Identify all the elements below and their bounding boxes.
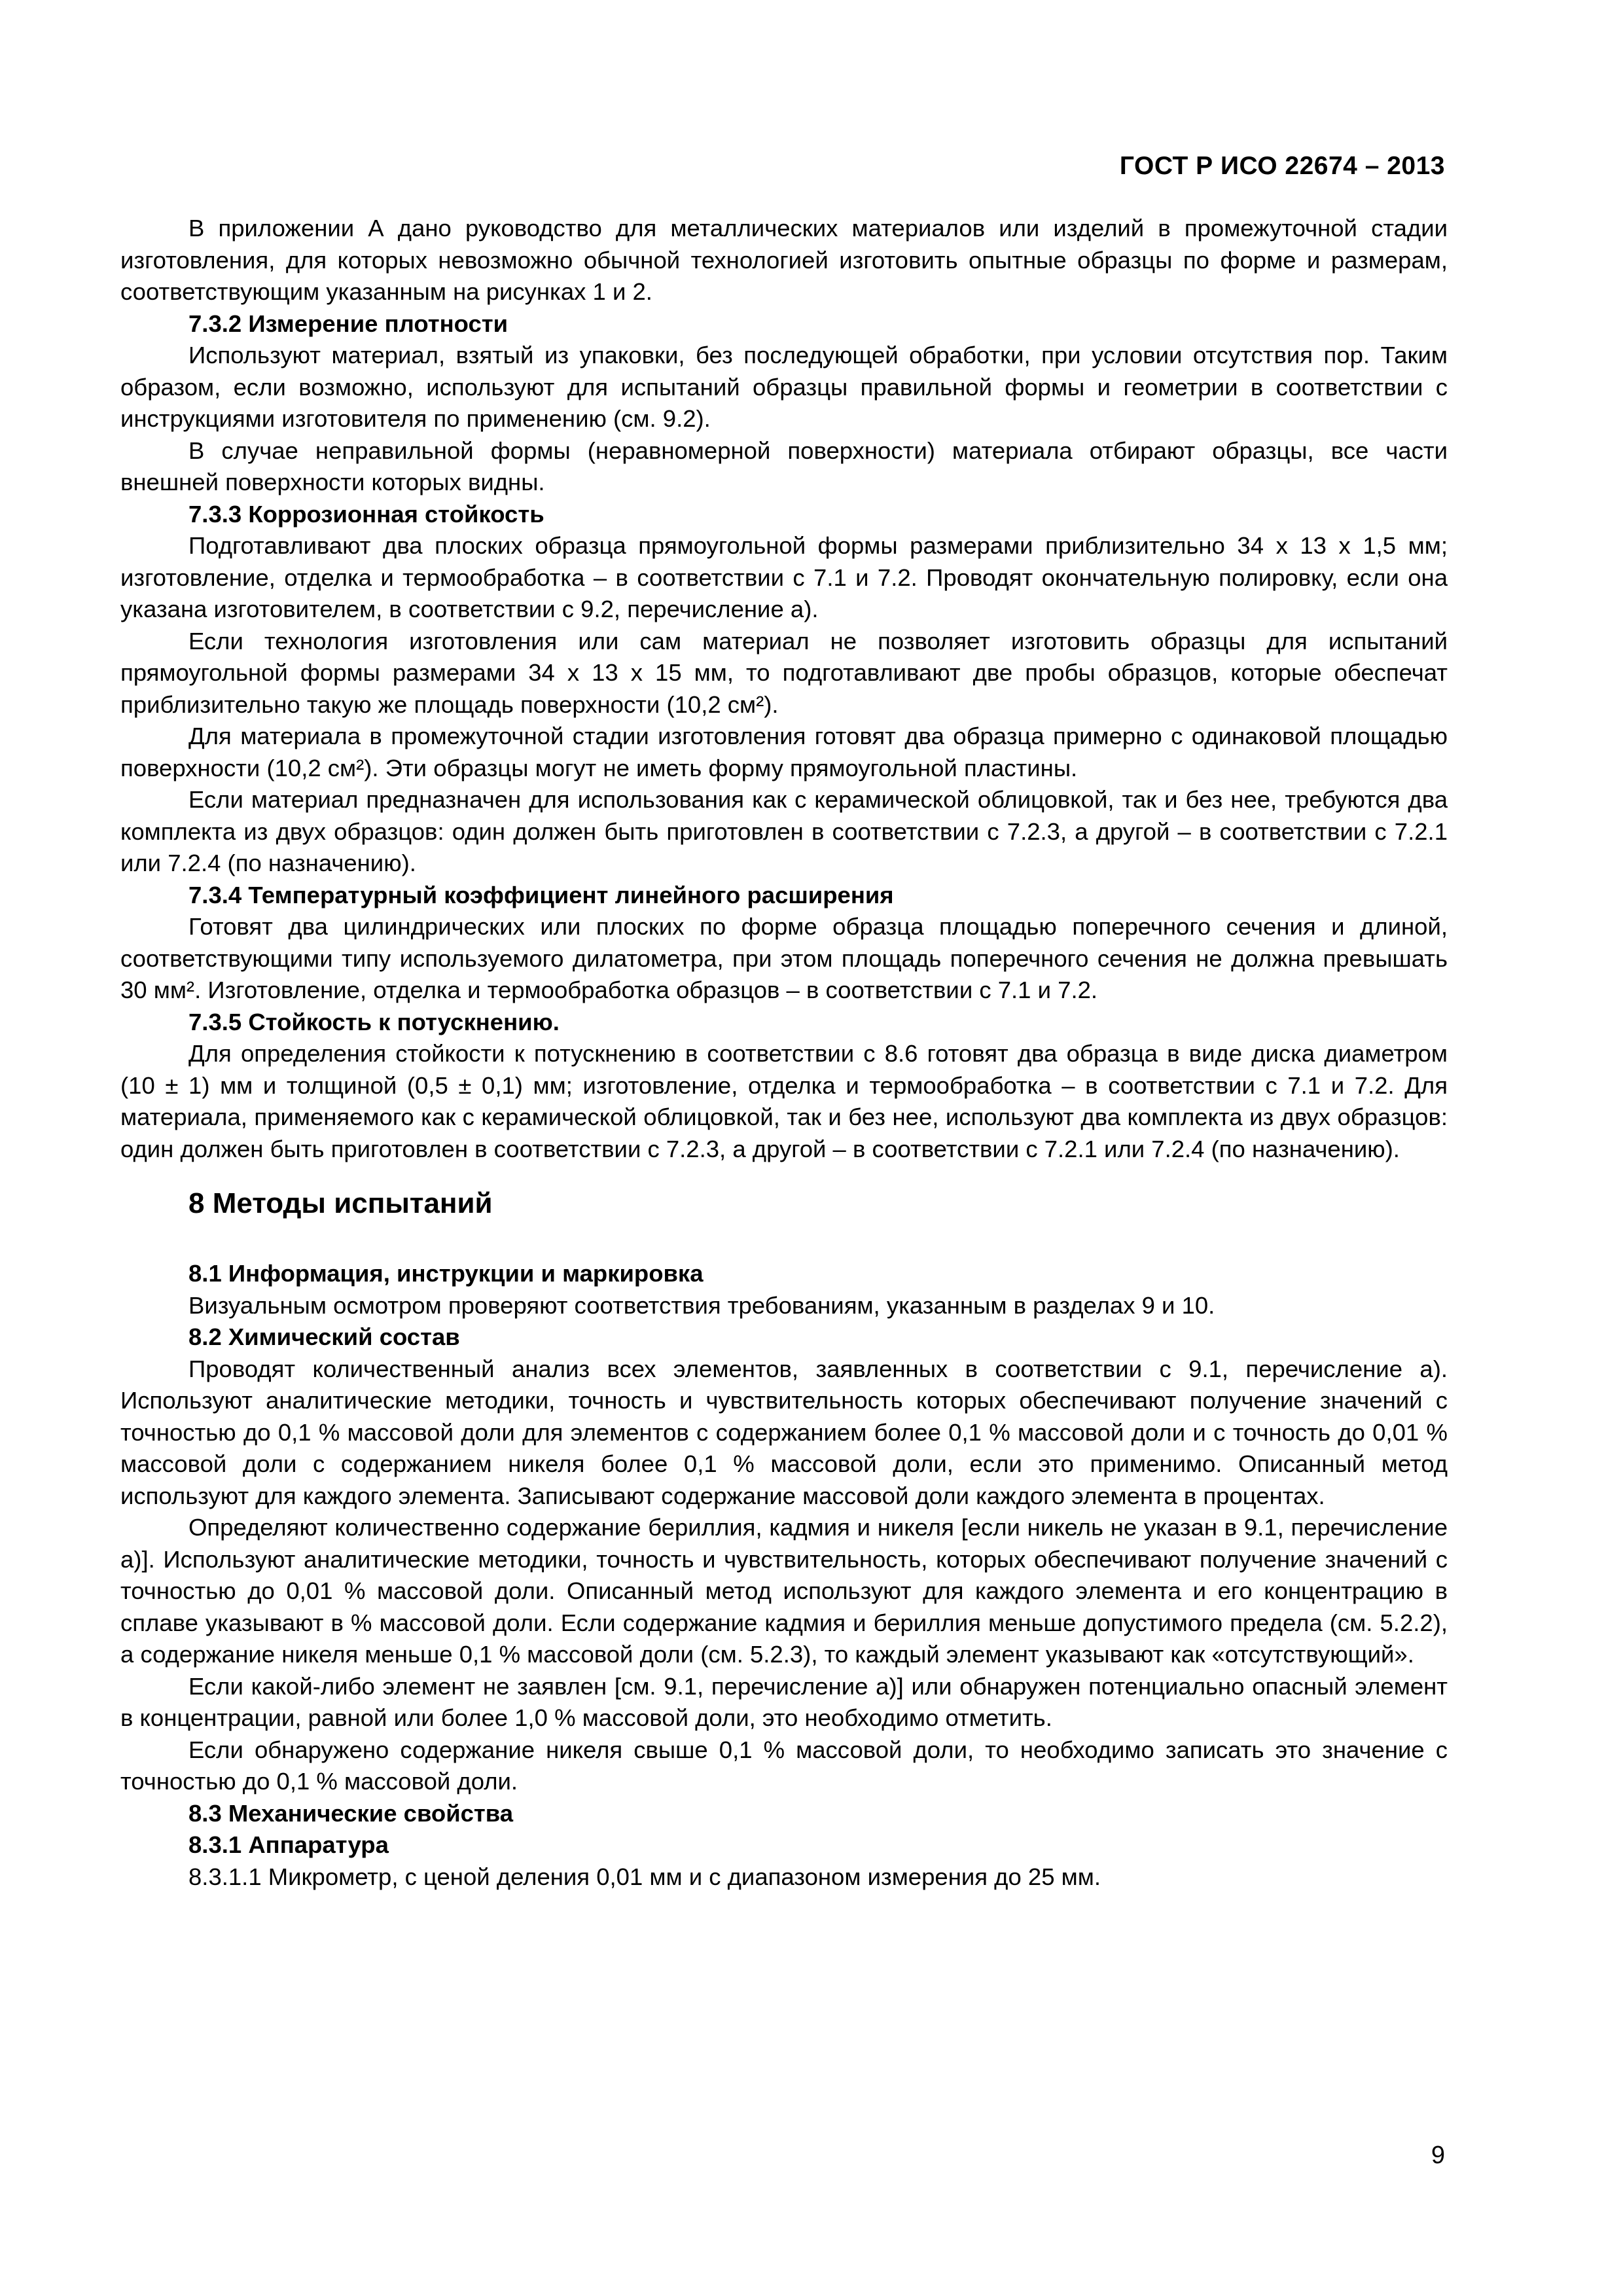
paragraph: Для определения стойкости к потускнению в соответствии с 8.6 готовят два образца в виде диска диаметром (10 ± 1) мм и толщиной (0,5 ± 0,1) мм; изготовление, отделка и термообработка – в соответствии с 7.1 и 7.2. Для материала, применяемого как с керамической облицовкой, так и без нее, используют два комплекта из двух образцов: один должен быть приготовлен в соответствии с 7.2.3, а другой – в соответствии с 7.2.1 или 7.2.4 (по назначению). [120,1040,1448,1162]
subsection-heading: 7.3.5 Стойкость к потускнению. [188,1008,560,1035]
paragraph: Определяют количественно содержание бериллия, кадмия и никеля [если никель не указан в 9.1, перечисление а)]. Используют аналитические методики, точность и чувствительность, которых обеспечивают получение значений с точностью до 0,01 % массовой доли. Описанный метод используют для каждого элемента и его концентрацию в сплаве указывают в % массовой доли. Если содержание кадмия и бериллия меньше допустимого предела (см. 5.2.2), а содержание никеля меньше 0,1 % массовой доли (см. 5.2.3), то каждый элемент указывают как «отсутствующий». [120,1514,1448,1668]
paragraph: Используют материал, взятый из упаковки, без последующей обработки, при условии отсутствия пор. Таким образом, если возможно, используют для испытаний образцы правильной формы и геометрии в соответствии с инструкциями изготовителя по применению (см. 9.2). [120,342,1448,432]
paragraph: Проводят количественный анализ всех элементов, заявленных в соответствии с 9.1, перечисление а). Используют аналитические методики, точность и чувствительность которых обеспечивают получение значений с точностью до 0,1 % массовой доли для элементов с содержанием более 0,1 % массовой доли и с точность до 0,01 % массовой доли с содержанием никеля более 0,1 % массовой доли, если это применимо. Описанный метод используют для каждого элемента. Записывают содержание массовой доли каждого элемента в процентах. [120,1355,1448,1509]
paragraph: Если обнаружено содержание никеля свыше 0,1 % массовой доли, то необходимо записать это значение с точностью до 0,1 % массовой доли. [120,1736,1448,1795]
subsection-heading: 7.3.3 Коррозионная стойкость [188,500,544,528]
paragraph: Подготавливают два плоских образца прямоугольной формы размерами приблизительно 34 х 13 х 1,5 мм; изготовление, отделка и термообработка – в соответствии с 7.1 и 7.2. Проводят окончательную полировку, если она указана изготовителем, в соответствии с 9.2, перечисление а). [120,532,1448,622]
subsection-heading: 7.3.4 Температурный коэффициент линейного расширения [188,881,894,908]
paragraph: Готовят два цилиндрических или плоских по форме образца площадью поперечного сечения и длиной, соответствующими типу используемого дилатометра, при этом площадь поперечного сечения не должна превышать 30 мм². Изготовление, отделка и термообработка образцов – в соответствии с 7.1 и 7.2. [120,913,1448,1003]
document-body [120,213,1448,1893]
paragraph: Для материала в промежуточной стадии изготовления готовят два образца примерно с одинаковой площадью поверхности (10,2 см²). Эти образцы могут не иметь форму прямоугольной пластины. [120,723,1448,781]
paragraph: Если материал предназначен для использования как с керамической облицовкой, так и без нее, требуются два комплекта из двух образцов: один должен быть приготовлен в соответствии с 7.2.3, а другой – в соответствии с 7.2.1 или 7.2.4 (по назначению). [120,786,1448,876]
paragraph: Визуальным осмотром проверяют соответствия требованиям, указанным в разделах 9 и 10. [188,1291,1215,1319]
paragraph: 8.3.1.1 Микрометр, с ценой деления 0,01 мм и с диапазоном измерения до 25 мм. [188,1863,1101,1890]
page-number: 9 [1431,2142,1445,2169]
subsection-heading: 8.3.1 Аппаратура [188,1831,389,1858]
paragraph: В приложении А дано руководство для металлических материалов или изделий в промежуточной стадии изготовления, для которых невозможно обычной технологией изготовить опытные образцы по форме и размерам, соответствующим указанным на рисунках 1 и 2. [120,215,1448,305]
paragraph: В случае неправильной формы (неравномерной поверхности) материала отбирают образцы, все части внешней поверхности которых видны. [120,437,1448,495]
subsection-heading: 8.1 Информация, инструкции и маркировка [188,1260,704,1287]
subsection-heading: 7.3.2 Измерение плотности [188,310,508,337]
section-heading: 8 Методы испытаний [188,1187,493,1219]
subsection-heading: 8.3 Механические свойства [188,1799,514,1827]
subsection-heading: 8.2 Химический состав [188,1323,460,1350]
paragraph: Если технология изготовления или сам материал не позволяет изготовить образцы для испытаний прямоугольной формы размерами 34 х 13 х 15 мм, то подготавливают две пробы образцов, которые обеспечат приблизительно такую же площадь поверхности (10,2 см²). [120,627,1448,718]
document-code-header: ГОСТ Р ИСО 22674 – 2013 [1119,152,1445,180]
paragraph: Если какой-либо элемент не заявлен [см. 9.1, перечисление а)] или обнаружен потенциально опасный элемент в концентрации, равной или более 1,0 % массовой доли, это необходимо отметить. [120,1672,1448,1731]
